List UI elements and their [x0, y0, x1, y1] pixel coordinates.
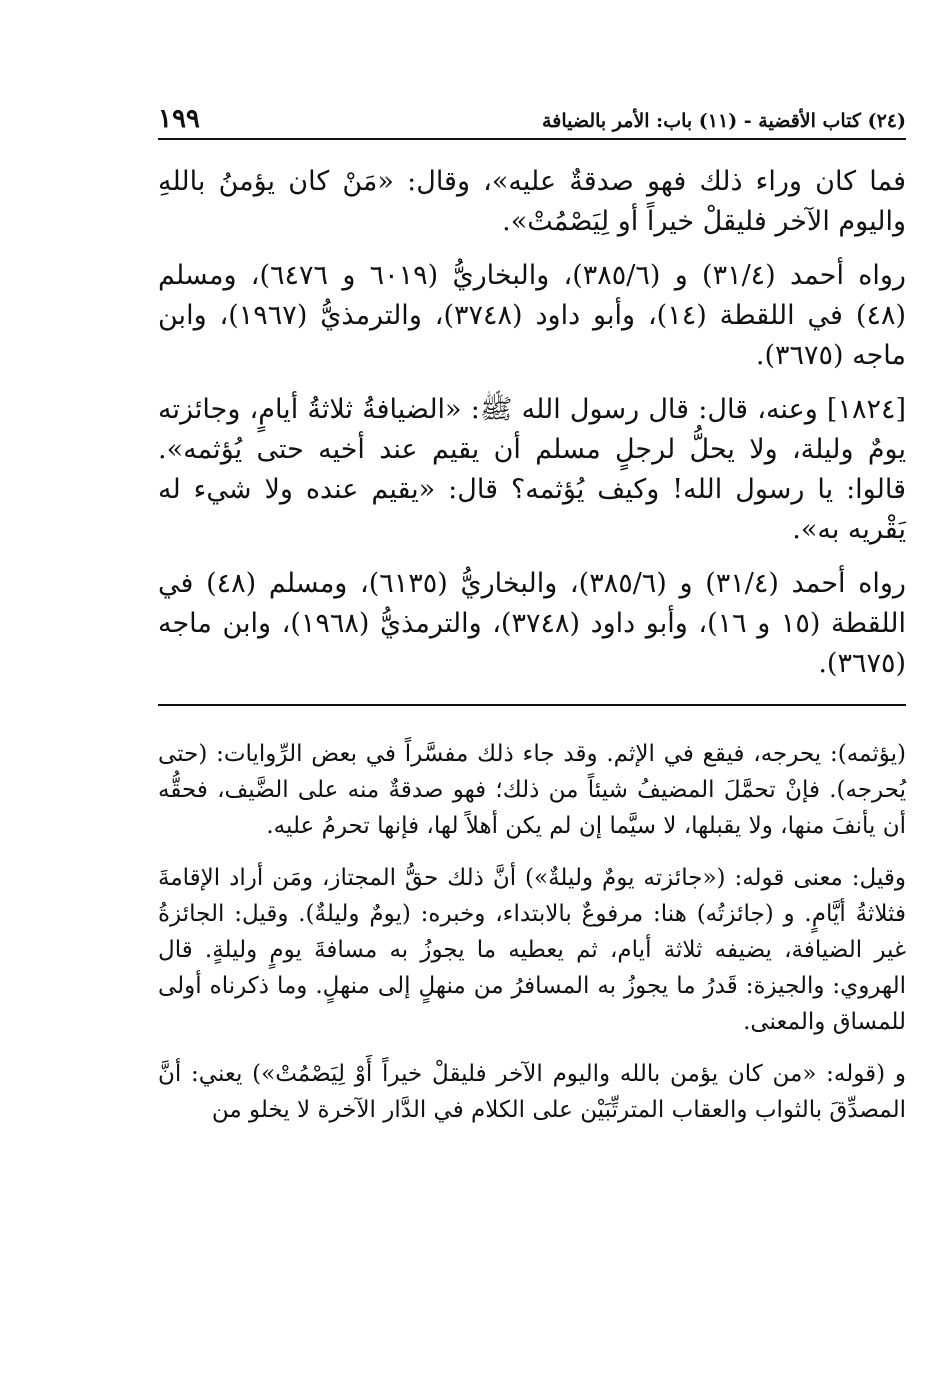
note-paragraph: و (قوله: «من كان يؤمن بالله واليوم الآخر فليقلْ خيراً أَوْ لِيَصْمُتْ») يعني: أنَّ المصدِّقَ بالثواب والعقاب المترتِّبَيْن على الكلام في الدَّار الآخرة لا يخلو من [158, 1061, 906, 1123]
note-paragraph: (يؤثمه): يحرجه، فيقع في الإثم. وقد جاء ذلك مفسَّراً في بعض الرِّوايات: (حتى يُحرجه). فإنْ تحمَّلَ المضيفُ شيئاً من ذلك؛ فهو صدقةٌ منه على الضَّيف، فحقُّه أن يأنفَ منها، ولا يقبلها، لا سيَّما إن لم يكن أهلاً لها، فإنها تحرمُ عليه. [158, 741, 906, 839]
footnote-separator [158, 704, 906, 706]
page-header [158, 100, 906, 140]
main-paragraph: رواه أحمد (٣١/٤) و (٣٨٥/٦)، والبخاريُّ (٦٠١٩ و ٦٤٧٦)، ومسلم (٤٨) في اللقطة (١٤)، وأبو داود (٣٧٤٨)، والترمذيُّ (١٩٦٧)، وابن ماجه (٣٦٧٥). [158, 260, 906, 371]
running-title: (٢٤) كتاب الأقضية - (١١) باب: الأمر بالضيافة [542, 110, 906, 132]
book-page [158, 100, 906, 1360]
note-paragraph: وقيل: معنى قوله: («جائزته يومٌ وليلةٌ») أنَّ ذلك حقُّ المجتاز، ومَن أراد الإقامةَ فثلاثةُ أيَّامٍ. و (جائزتُه) هنا: مرفوعٌ بالابتداء، وخبره: (يومٌ وليلةٌ). وقيل: الجائزةُ غير الضيافة، يضيفه ثلاثة أيام، ثم يعطيه ما يجوزُ به مسافةَ يومٍ وليلةٍ. قال الهروي: والجيزة: قَدرُ ما يجوزُ به المسافرُ من منهلٍ إلى منهلٍ. وما ذكرناه أولى للمساق والمعنى. [158, 865, 906, 1035]
main-paragraph: رواه أحمد (٣١/٤) و (٣٨٥/٦)، والبخاريُّ (٦١٣٥)، ومسلم (٤٨) في اللقطة (١٥ و ١٦)، وأبو داود (٣٧٤٨)، والترمذيُّ (١٩٦٨)، وابن ماجه (٣٦٧٥). [158, 568, 906, 679]
commentary-notes [158, 736, 906, 1128]
main-paragraph: [١٨٢٤] وعنه، قال: قال رسول الله ﷺ: «الضيافةُ ثلاثةُ أيامٍ، وجائزته يومٌ وليلة، ولا يحلُّ لرجلٍ مسلم أن يقيم عند أخيه حتى يُؤثمه». قالوا: يا رسول الله! وكيف يُؤثمه؟ قال: «يقيم عنده ولا شيء له يَقْريه به». [158, 394, 906, 545]
page-number: ١٩٩ [158, 104, 200, 134]
main-paragraph: فما كان وراء ذلك فهو صدقةٌ عليه»، وقال: «مَنْ كان يؤمنُ باللهِ واليوم الآخر فليقلْ خيراً أو لِيَصْمُتْ». [158, 166, 906, 237]
main-text [158, 162, 906, 684]
